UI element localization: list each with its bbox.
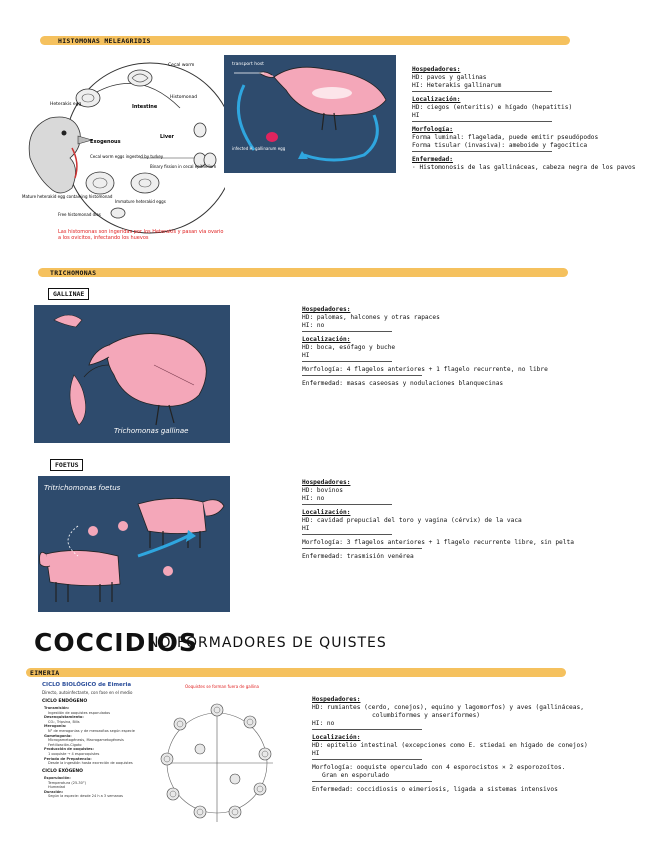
section-title-histomonas: HISTOMONAS MELEAGRIDIS <box>58 37 151 45</box>
section-subtitle-coccidios: NO FORMADORES DE QUISTES <box>148 635 387 651</box>
subsection-box-foetus: FOETUS <box>50 459 83 471</box>
notes-morphology-header: Morfología: <box>412 126 453 133</box>
notes-morphology: Morfología: 4 flagelos anteriores + 1 flagelo recurrente, no libre <box>302 366 548 373</box>
histomonas-lifecycle-diagram <box>20 48 225 248</box>
figure-list-item: Humedad <box>48 785 66 790</box>
label-trichomonas-gallinae: Trichomonas gallinae <box>114 427 189 435</box>
figure-list-item: CO₂, Tripsina, Bilis <box>48 719 80 724</box>
section-title-eimeria: EIMERIA <box>30 669 60 677</box>
figure-list-item: Desde la ingestión hasta excreción de ooquistes <box>48 761 133 766</box>
label-cecal-eggs: Cecal worm eggs ingested by turkey <box>90 154 164 159</box>
notes-disease-header: Enfermedad: <box>412 156 453 163</box>
notes-location-hd: HD: epitelio intestinal (excepciones como E. stiedai en hígado de conejos) <box>312 742 588 749</box>
figure-list-item: Ingestión de ooquistes esporulados <box>48 710 111 715</box>
label-binary-fission: Binary fission in cecal epithelium <box>150 164 217 169</box>
foetus-notes <box>302 479 602 565</box>
eimeria-lifecycle-figure <box>40 682 280 832</box>
section-title-trichomonas: TRICHOMONAS <box>50 269 97 277</box>
notes-location-header: Localización: <box>302 509 351 516</box>
section-highlight <box>38 268 568 277</box>
figure-list-item: Duración: <box>44 789 64 794</box>
notes-morphology: Morfología: ooquiste operculado con 4 esporocistos × 2 esporozoítos. <box>312 764 566 771</box>
notes-hosts-header: Hospedadores: <box>302 479 351 486</box>
label-exogenous: Exogenous <box>90 139 121 145</box>
figure-list-item: Desenquistamiento: <box>44 715 84 720</box>
label-intestine: Intestine <box>132 104 158 110</box>
label-infected-egg: infected H. gallinarum egg <box>232 146 286 151</box>
label-histomonad: Histomonad <box>170 95 198 100</box>
exogenous-header: CICLO EXÓGENO <box>42 769 83 774</box>
figure-list-item: Temperatura (25-30°) <box>48 780 87 785</box>
label-free-histomonad: Free histomonad dies <box>58 212 101 217</box>
label-tritrichomonas-foetus: Tritrichomonas foetus <box>44 484 121 492</box>
notes-location-header: Localización: <box>302 336 351 343</box>
tritrichomonas-foetus-image <box>38 476 230 612</box>
label-mature-egg: Mature heterakid egg containing histomonad <box>22 194 113 199</box>
notes-hosts-hd: HD: bovinos <box>302 487 343 494</box>
notes-hosts-header: Hospedadores: <box>312 696 361 703</box>
figure-list-item: 1 ooquiste → 4 esporoquistes <box>48 751 100 756</box>
endogenous-header: CICLO ENDÓGENO <box>42 699 88 704</box>
histomonas-caption: Las histomonas son ingeridas por los Heterakis y pasan via ovario a los ovicitos, infectando los huevos <box>58 229 224 241</box>
notes-morphology: Morfología: 3 flagelos anteriores + 1 flagelo recurrente libre, sin pelta <box>302 539 574 546</box>
notes-disease-1: · Histomonosis de las gallináceas, cabeza negra de los pavos <box>412 164 636 171</box>
notes-hosts-hi: HI: Heterakis gallinarum <box>412 82 502 89</box>
notes-hosts-hd-cont: columbiformes y anseriformes) <box>372 712 481 719</box>
figure-subtitle: Directo, autoinfectante, con fase en el medio <box>42 690 133 695</box>
notes-hosts-hd: HD: pavos y gallinas <box>412 74 487 81</box>
label-immature-eggs: Immature heterakid eggs <box>115 199 166 204</box>
notes-disease: Enfermedad: trasmisión venérea <box>302 553 414 560</box>
label-liver: Liver <box>160 134 175 140</box>
label-heterakis-egg: Heterakis egg <box>50 102 82 107</box>
notes-location-hi: HI <box>412 112 420 119</box>
notes-disease: Enfermedad: masas caseosas y nodulaciones blanquecinas <box>302 380 504 387</box>
notes-hosts-hi: HI: no <box>302 322 325 329</box>
subsection-box-gallinae: GALLINAE <box>48 288 89 300</box>
figure-list-item: Producción de ooquistes: <box>44 747 94 752</box>
notes-location-hi: HI <box>302 525 310 532</box>
notes-hosts-hd: HD: palomas, halcones y otras rapaces <box>302 314 440 321</box>
notes-location-hi: HI <box>312 750 320 757</box>
notes-hosts-hd: HD: rumiantes (cerdo, conejos), equino y lagomorfos) y aves (gallináceas, <box>312 704 584 711</box>
notes-morphology-2: Forma tisular (invasiva): ameboide y fagocítica <box>412 142 588 149</box>
figure-list-item: Gametogonia: <box>44 733 72 738</box>
figure-list-item: Según la especie: desde 24 h a 3 semanas <box>48 794 123 799</box>
figure-list-item: Fertilización-Cigoto <box>48 742 82 747</box>
notes-location-hd: HD: ciegos (enteritis) e hígado (hepatitis) <box>412 104 573 111</box>
label-cecal-worm: Cecal worm <box>168 63 195 68</box>
notes-location-header: Localización: <box>412 96 461 103</box>
notes-location-hi: HI <box>302 352 310 359</box>
figure-list-item: Microgametogénesis, Macrogametogénesis <box>48 738 124 743</box>
notes-disease: Enfermedad: coccidiosis o eimeriosis, ligada a sistemas intensivos <box>312 786 558 793</box>
histomonas-notes <box>412 66 648 176</box>
notes-morphology-1: Forma luminal: flagelada, puede emitir pseudópodos <box>412 134 599 141</box>
figure-list-item: Transmisión: <box>44 706 70 710</box>
eimeria-notes <box>312 696 612 798</box>
notes-hosts-header: Hospedadores: <box>412 66 461 73</box>
figure-list-item: N° de merogonias y de merozoítos según especie <box>48 728 135 733</box>
trichomonas-gallinae-image <box>34 305 230 443</box>
gallinae-notes <box>302 306 602 392</box>
notes-location-hd: HD: boca, esófago y buche <box>302 344 396 351</box>
exogenous-list <box>44 776 154 799</box>
notes-location-hd: HD: cavidad prepucial del toro y vagina (cérvix) de la vaca <box>302 517 522 524</box>
endogenous-list <box>44 706 154 766</box>
section-title-coccidios: COCCIDIOS <box>34 628 198 657</box>
notes-morphology-cont: Gran en esporulado <box>322 772 390 779</box>
figure-list-item: Merogonia: <box>44 724 67 729</box>
figure-right-title: Ooquistes se forman fuera de gallina <box>185 684 260 689</box>
figure-title: CICLO BIOLÓGICO de Eimeria <box>42 682 132 688</box>
histomonas-transmission-image <box>224 55 396 173</box>
notes-hosts-header: Hospedadores: <box>302 306 351 313</box>
notes-hosts-hi: HI: no <box>302 495 325 502</box>
section-highlight <box>26 668 566 677</box>
figure-list-item: Esporulación: <box>44 776 71 780</box>
notes-location-header: Localización: <box>312 734 361 741</box>
notes-hosts-hi: HI: no <box>312 720 335 727</box>
label-transport-host: transport host <box>232 62 264 67</box>
figure-list-item: Período de Prepatencia: <box>44 756 92 761</box>
